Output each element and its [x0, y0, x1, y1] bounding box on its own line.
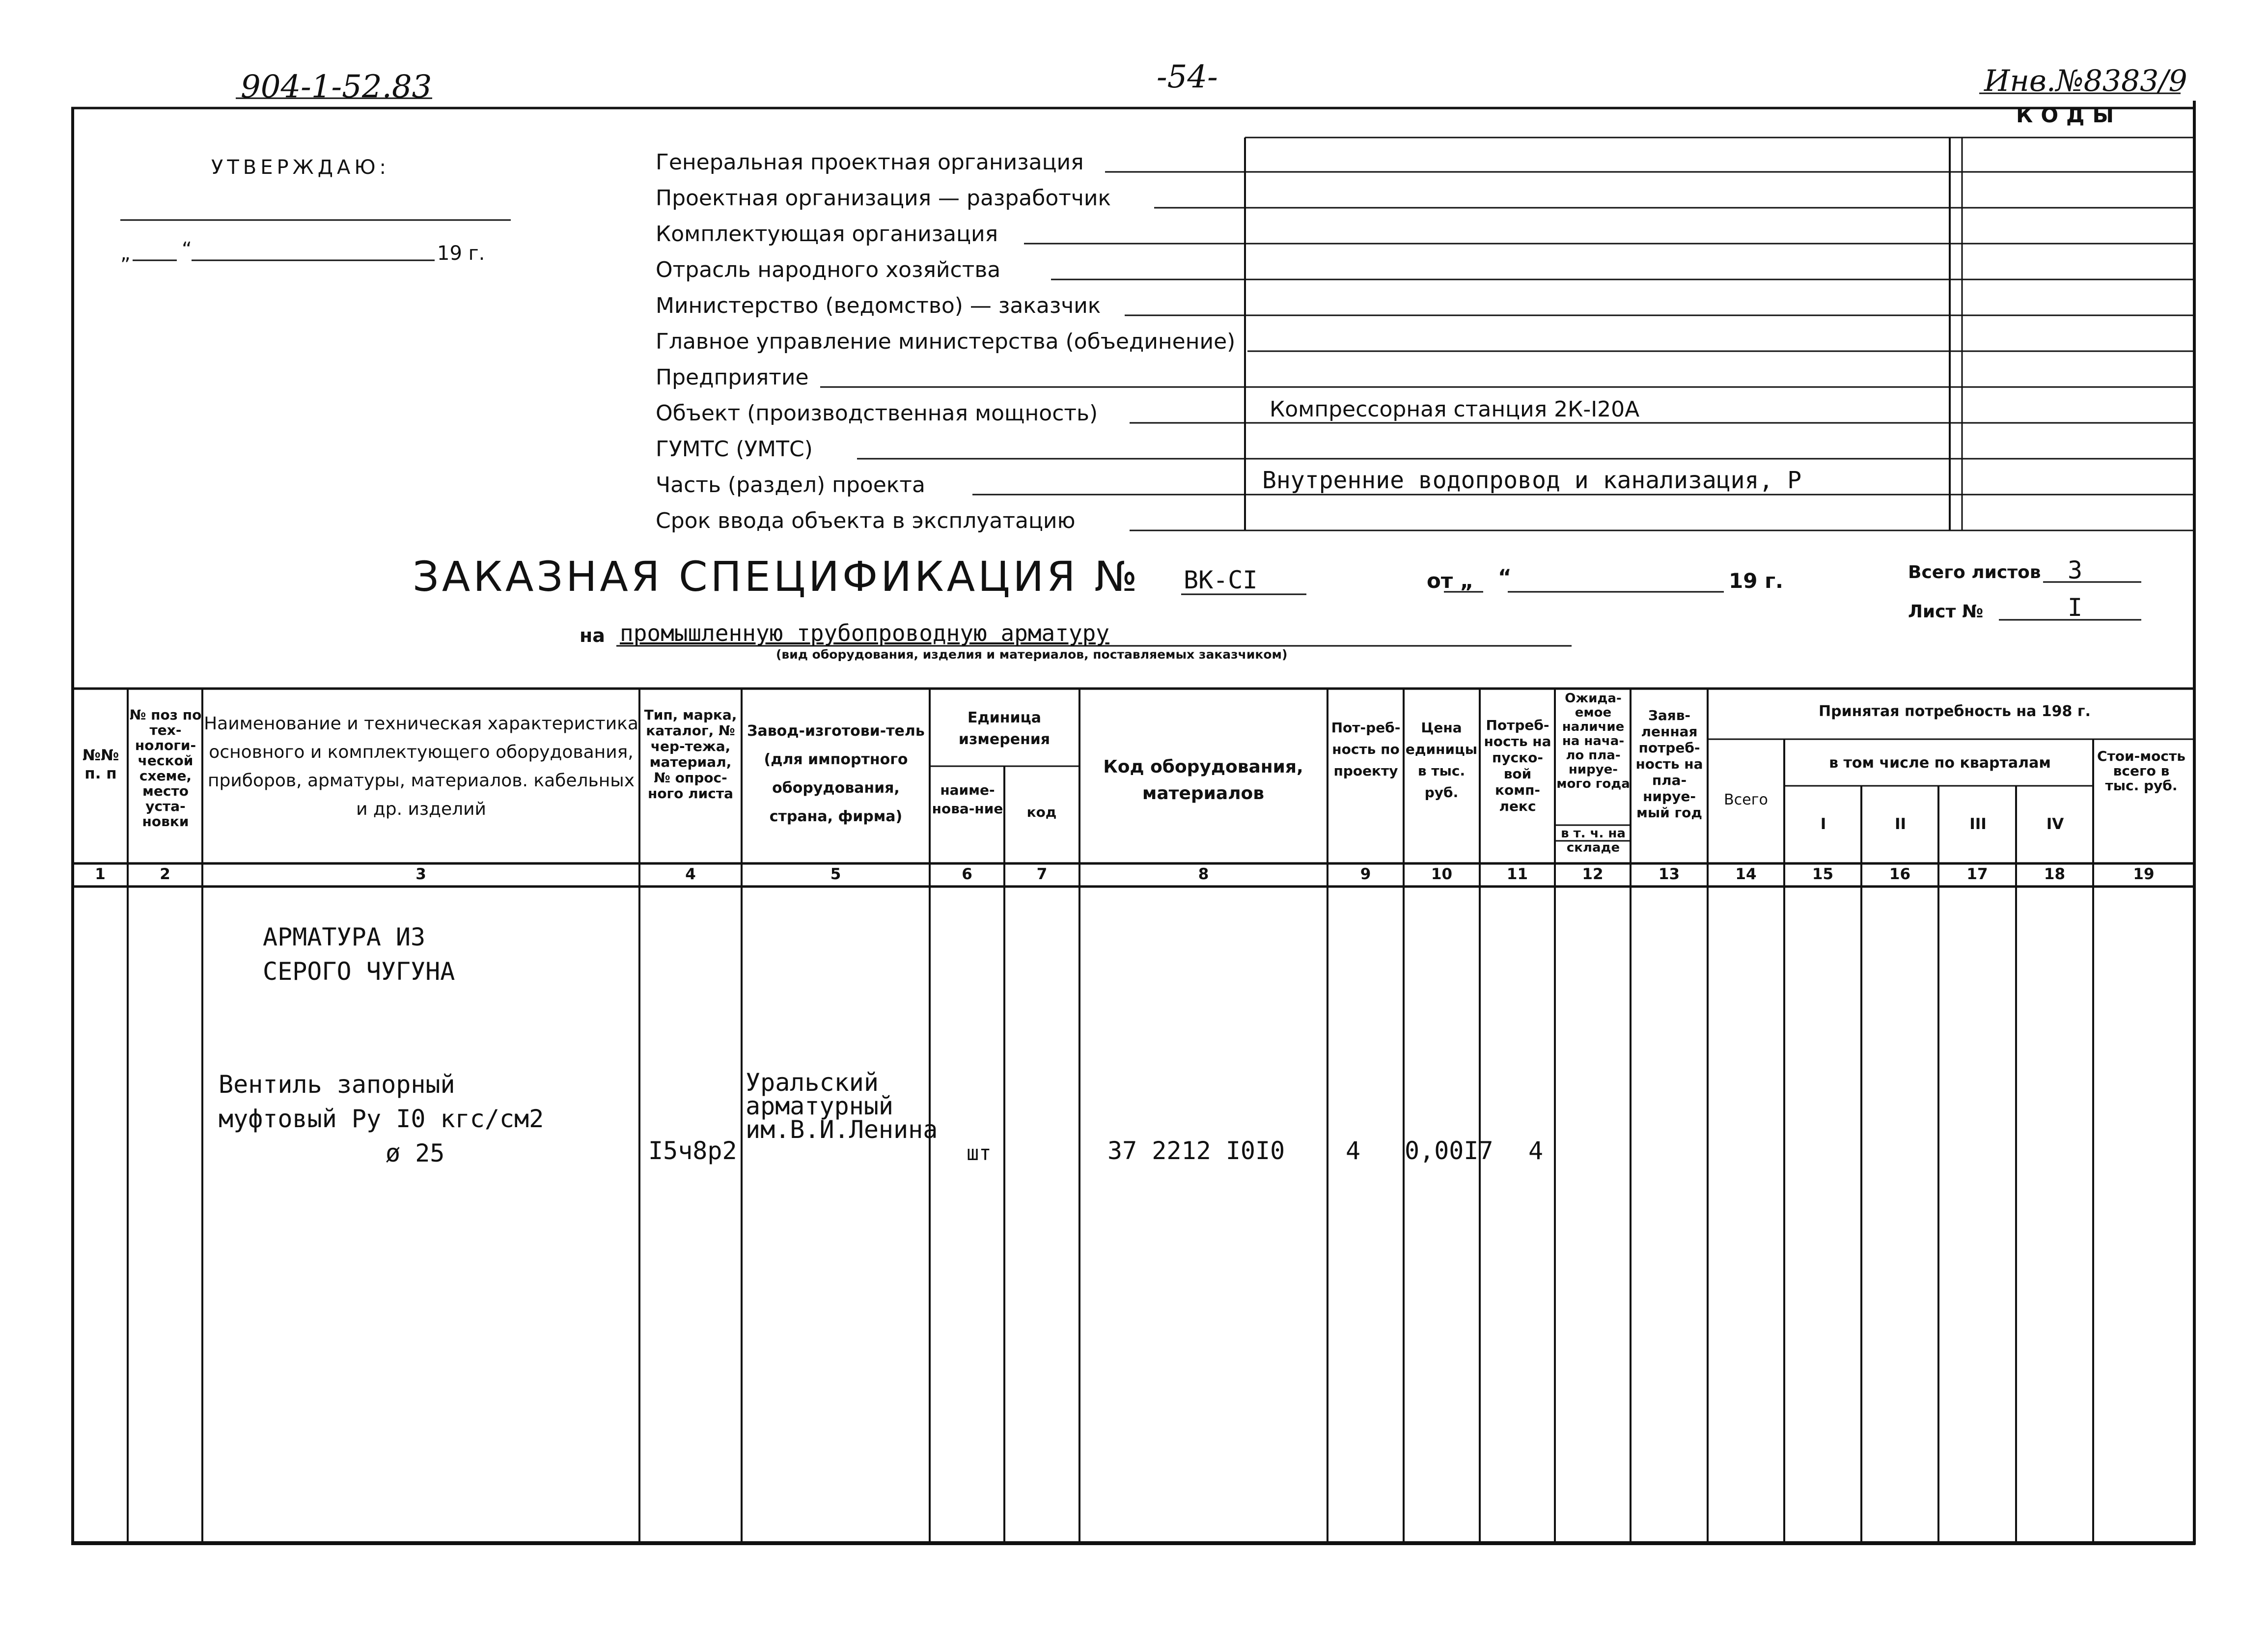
col-header-5: Завод-изготови-тель (для импортного оборудования, страна, фирма) — [747, 722, 925, 825]
col-header-10: Цена единицы в тыс. руб. — [1405, 720, 1478, 801]
col-header-8: Код оборудования, материалов — [1103, 757, 1303, 804]
column-number-14: 14 — [1735, 865, 1757, 883]
col-header-accepted-group: Принятая потребность на 198 г. — [1819, 703, 2091, 720]
section-title-line-2: СЕРОГО ЧУГУНА — [263, 957, 455, 986]
maker-line-3: им.В.И.Ленина — [746, 1115, 938, 1144]
col-header-q2: II — [1894, 815, 1907, 833]
column-number-5: 5 — [830, 865, 841, 883]
org-field-part: Часть (раздел) проекта — [656, 472, 925, 498]
unit-value: шт — [967, 1141, 992, 1165]
column-number-17: 17 — [1966, 865, 1988, 883]
column-number-6: 6 — [962, 865, 972, 883]
col-header-1: №№ п. п — [82, 747, 119, 782]
org-field-enterprise: Предприятие — [656, 365, 809, 390]
column-number-16: 16 — [1889, 865, 1911, 883]
column-number-11: 11 — [1506, 865, 1528, 883]
col-header-11: Потреб-ность на пуско-вой комп-лекс — [1484, 717, 1551, 814]
section-title-line-1: АРМАТУРА ИЗ — [263, 923, 426, 951]
org-field-gumts: ГУМТС (УМТС) — [656, 437, 813, 462]
sheet-number-value: I — [2068, 593, 2083, 622]
org-field-developer: Проектная организация — разработчик — [656, 186, 1111, 211]
spec-for-prefix: на — [580, 625, 605, 646]
column-number-8: 8 — [1198, 865, 1209, 883]
col-header-q1: I — [1820, 815, 1826, 833]
approval-title: УТВЕРЖДАЮ: — [211, 156, 390, 179]
need-value: 4 — [1346, 1137, 1361, 1165]
col-header-4: Тип, марка, каталог, № чер-тежа, материал, № опрос-ного листа — [644, 707, 737, 802]
document-code: 904-1-52.83 — [241, 69, 432, 105]
total-sheets-label: Всего листов — [1908, 562, 2041, 582]
codes-label: КОДЫ — [2016, 103, 2122, 127]
col-header-9: Пот-реб-ность по проекту — [1331, 720, 1401, 779]
col-header-14: Всего — [1724, 791, 1768, 808]
equipment-code: 37 2212 I0I0 — [1107, 1137, 1285, 1165]
column-number-7: 7 — [1036, 865, 1048, 883]
column-number-9: 9 — [1360, 865, 1371, 883]
approval-date-year: 19 г. — [437, 242, 485, 265]
org-field-ministry: Министерство (ведомство) — заказчик — [656, 293, 1101, 318]
col-header-q3: III — [1969, 815, 1987, 833]
org-field-deadline: Срок ввода объекта в эксплуатацию — [656, 508, 1076, 533]
maker-line-2: арматурный — [746, 1092, 894, 1120]
spec-date-mid: “ — [1498, 565, 1512, 589]
spec-title: ЗАКАЗНАЯ СПЕЦИФИКАЦИЯ № — [413, 553, 1140, 601]
column-number-1: 1 — [95, 865, 106, 883]
col-header-19: Стои-мость всего в тыс. руб. — [2097, 748, 2185, 794]
col-header-6: наиме-нова-ние — [932, 782, 1003, 817]
col-header-q4: IV — [2046, 815, 2064, 833]
item-name-line-1: Вентиль запорный — [219, 1070, 455, 1099]
column-number-2: 2 — [160, 865, 170, 883]
sheet-number-label: Лист № — [1908, 602, 1984, 622]
org-field-completing: Комплектующая организация — [656, 222, 998, 247]
col-header-13: Заяв-ленная потреб-ность на пла-нируе-мый год — [1635, 707, 1703, 821]
total-sheets-value: 3 — [2068, 556, 2083, 584]
approval-quote-open: „ — [120, 242, 131, 265]
page-number: -54- — [1157, 59, 1218, 95]
column-number-12: 12 — [1582, 865, 1604, 883]
column-number-3: 3 — [415, 865, 426, 883]
price-value: 0,00I7 — [1405, 1137, 1494, 1165]
col-header-unit-group: Единица измерения — [958, 709, 1051, 748]
item-type: I5ч8р2 — [648, 1137, 737, 1165]
spec-for-value: промышленную трубопроводную арматуру — [620, 620, 1109, 646]
org-field-main-directorate: Главное управление министерства (объединение) — [656, 329, 1236, 354]
spec-number: ВК-СI — [1184, 566, 1258, 594]
col-header-2: № поз по тех-нологи-ческой схеме, место уста-новки — [129, 707, 202, 830]
item-name-line-3: ø 25 — [386, 1139, 445, 1167]
approval-quote-close: “ — [182, 238, 192, 261]
column-number-19: 19 — [2133, 865, 2155, 883]
col-header-quarters-group: в том числе по кварталам — [1829, 754, 2051, 772]
col-header-12b: в т. ч. на складе — [1561, 826, 1626, 855]
col-header-3: Наименование и техническая характеристика основного и комплектующего оборудования, приборов, арматуры, материалов. кабельных и др. изделий — [204, 714, 638, 819]
part-value: Внутренние водопровод и канализация, Р — [1262, 467, 1802, 494]
org-field-industry: Отрасль народного хозяйства — [656, 257, 1001, 282]
column-number-18: 18 — [2044, 865, 2066, 883]
col-header-12: Ожида-емое наличие на нача-ло пла-нируе-мого года — [1556, 691, 1630, 791]
org-field-general: Генеральная проектная организация — [656, 150, 1084, 175]
column-number-15: 15 — [1812, 865, 1834, 883]
spec-date-prefix: от „ — [1427, 569, 1474, 593]
object-value: Компрессорная станция 2К-I20А — [1270, 397, 1640, 422]
maker-line-1: Уральский — [746, 1068, 879, 1097]
column-number-10: 10 — [1431, 865, 1453, 883]
inventory-number: Инв.№8383/9 — [1984, 64, 2187, 98]
column-number-13: 13 — [1658, 865, 1680, 883]
col-header-7: код — [1026, 804, 1057, 820]
startup-value: 4 — [1528, 1137, 1544, 1165]
column-number-4: 4 — [685, 865, 696, 883]
org-field-object: Объект (производственная мощность) — [656, 401, 1098, 426]
spec-for-caption: (вид оборудования, изделия и материалов, поставляемых заказчиком) — [776, 647, 1288, 662]
spec-date-year: 19 г. — [1729, 569, 1783, 593]
item-name-line-2: муфтовый Ру I0 кгс/см2 — [219, 1105, 544, 1133]
